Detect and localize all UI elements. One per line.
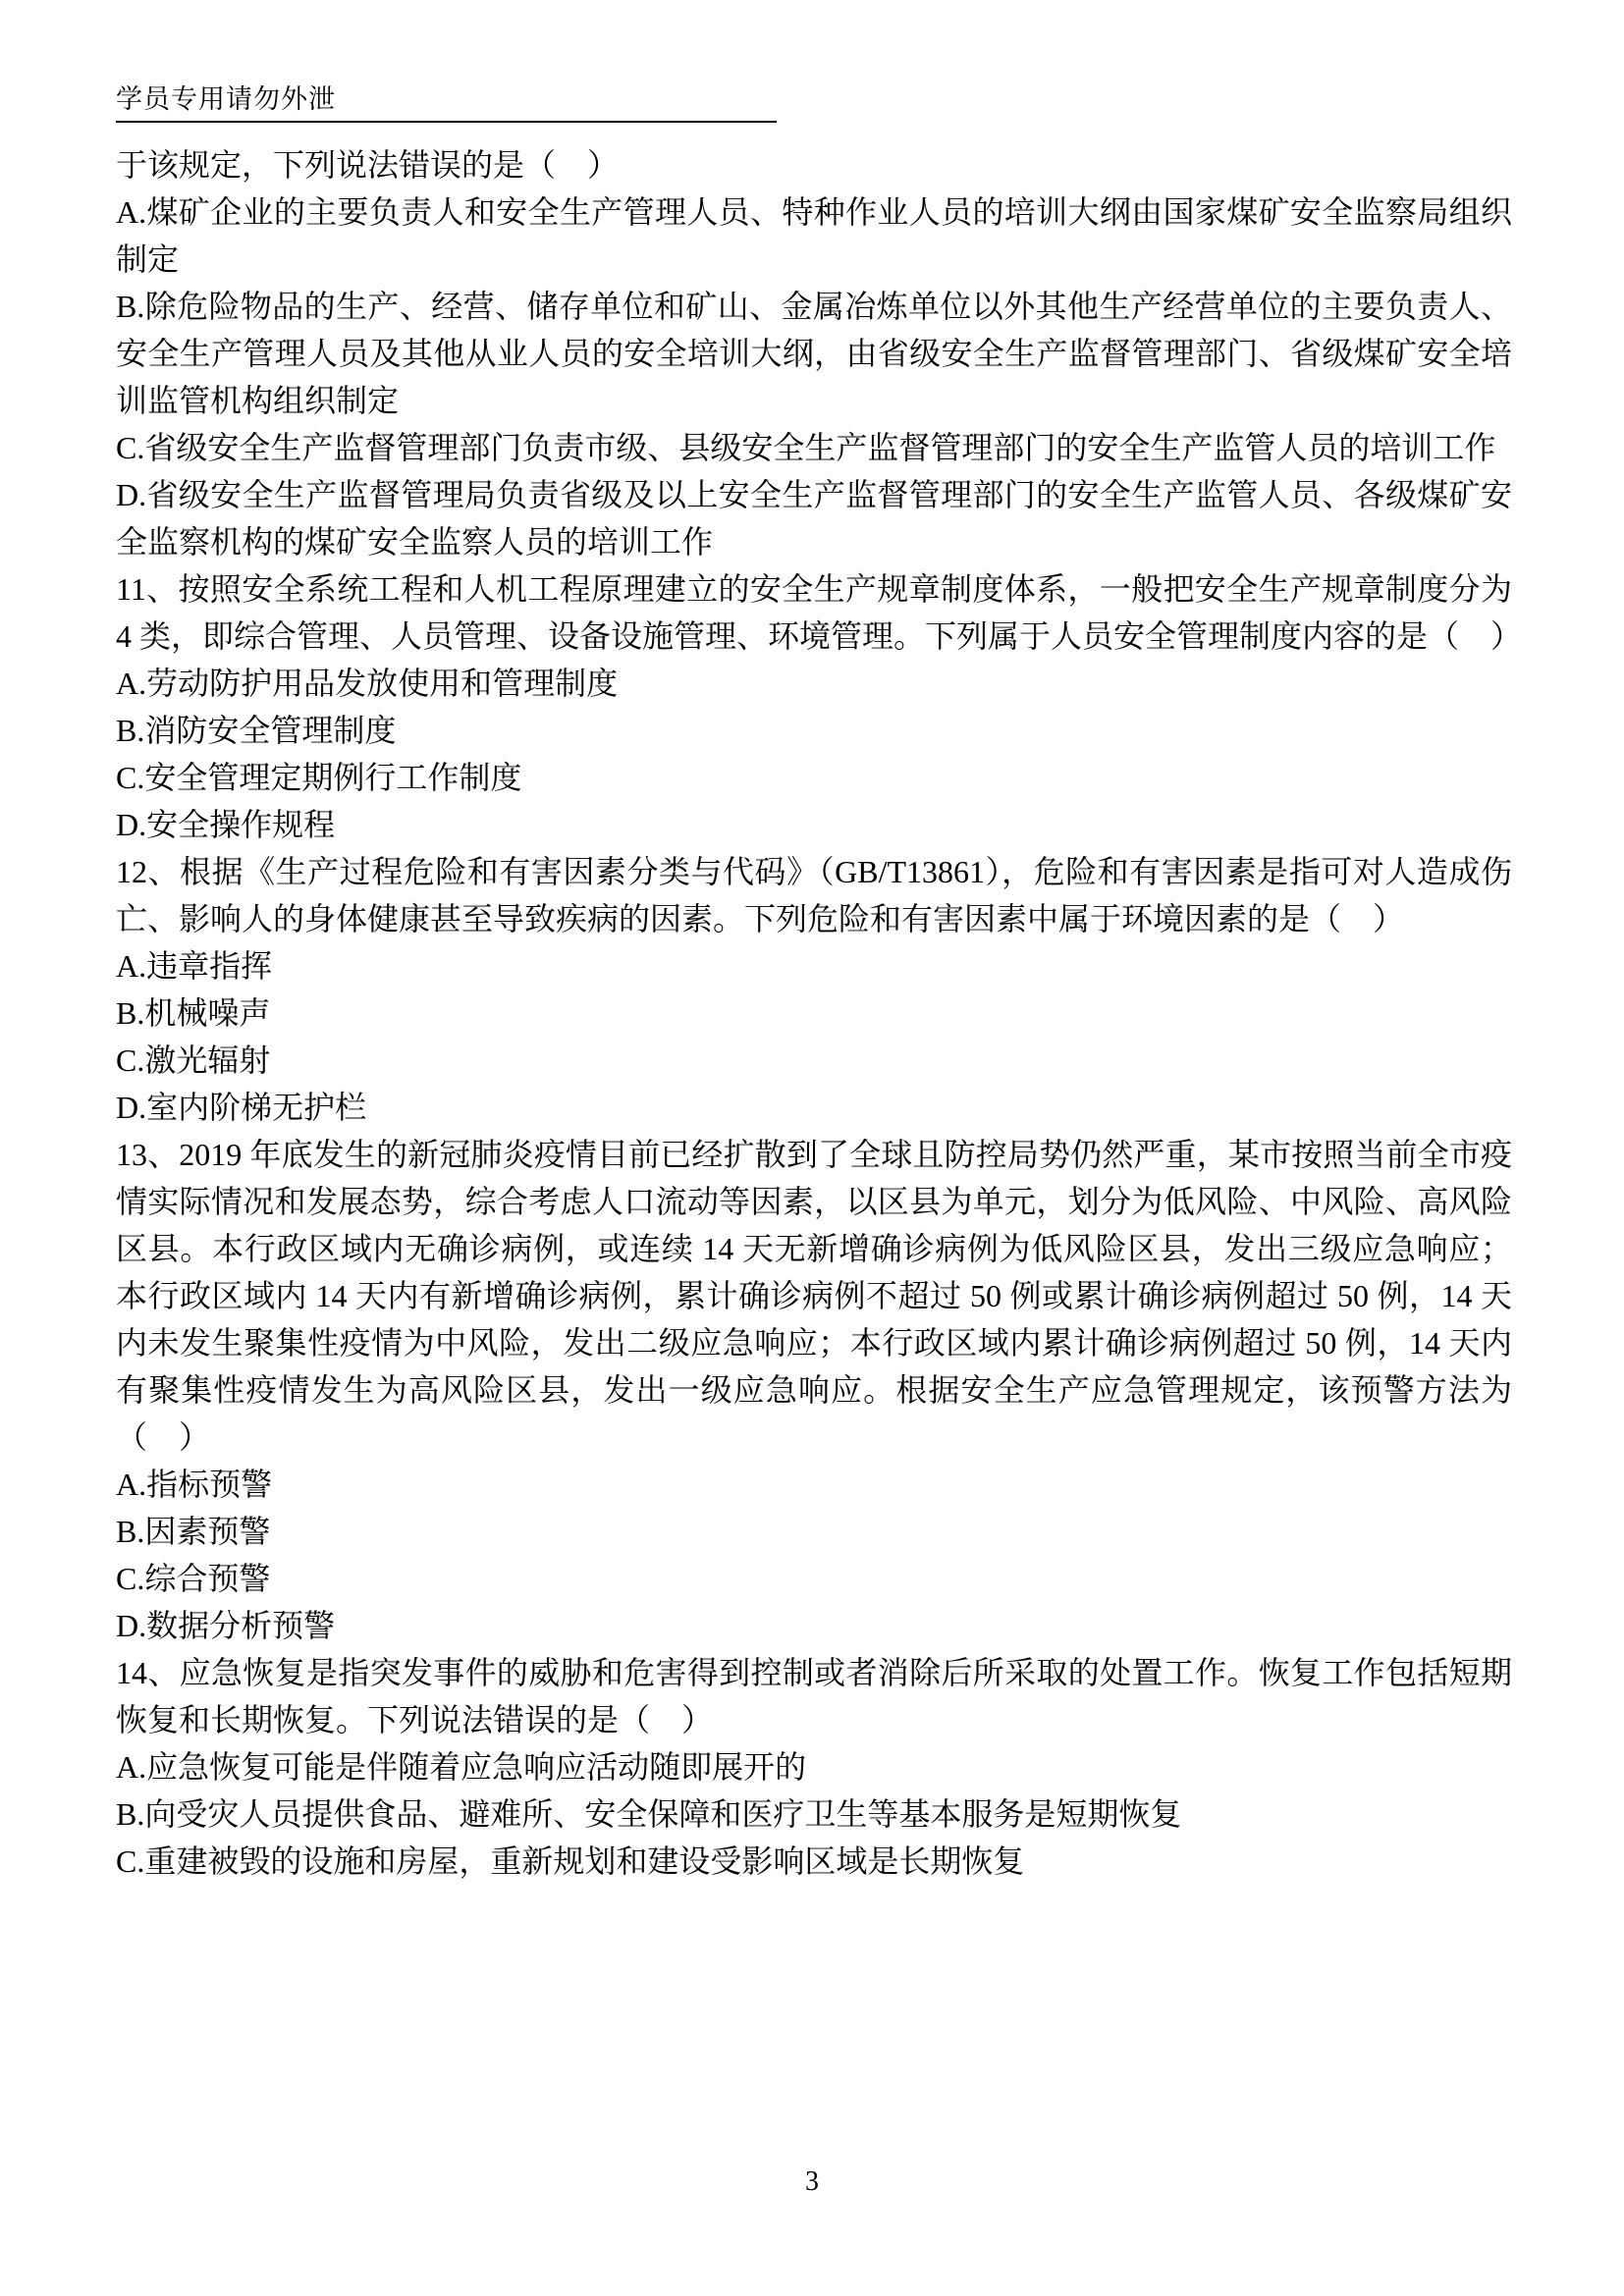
- continuation-option-a: A.煤矿企业的主要负责人和安全生产管理人员、特种作业人员的培训大纲由国家煤矿安全监察局组织制定: [116, 194, 1512, 277]
- continuation-option-c: C.省级安全生产监督管理部门负责市级、县级安全生产监督管理部门的安全生产监管人员的培训工作: [116, 430, 1496, 465]
- question-14-stem: 14、应急恢复是指突发事件的威胁和危害得到控制或者消除后所采取的处置工作。恢复工作包括短期恢复和长期恢复。下列说法错误的是（ ）: [116, 1655, 1512, 1737]
- question-14-option-a: A.应急恢复可能是伴随着应急响应活动随即展开的: [116, 1749, 807, 1785]
- question-11-option-c: C.安全管理定期例行工作制度: [116, 760, 522, 795]
- question-11-option-a: A.劳动防护用品发放使用和管理制度: [116, 666, 619, 701]
- question-11-option-b: B.消防安全管理制度: [116, 713, 397, 748]
- continuation-option-b: B.除危险物品的生产、经营、储存单位和矿山、金属冶炼单位以外其他生产经营单位的主要负责人、安全生产管理人员及其他从业人员的安全培训大纲，由省级安全生产监督管理部门、省级煤矿安全培训监管机构组织制定: [116, 289, 1512, 418]
- header-rule: [116, 121, 777, 123]
- question-11-option-d: D.安全操作规程: [116, 807, 336, 842]
- question-stem-continuation: 于该规定，下列说法错误的是（ ）: [116, 147, 620, 183]
- question-13-option-b: B.因素预警: [116, 1514, 271, 1549]
- question-13-option-c: C.综合预警: [116, 1561, 271, 1596]
- question-14-option-c: C.重建被毁的设施和房屋，重新规划和建设受影响区域是长期恢复: [116, 1843, 1025, 1879]
- question-13-stem: 13、2019 年底发生的新冠肺炎疫情目前已经扩散到了全球且防控局势仍然严重，某市按照当前全市疫情实际情况和发展态势，综合考虑人口流动等因素，以区县为单元，划分为低风险、中风险、高风险区县。本行政区域内无确诊病例，或连续 14 天无新增确诊病例为低风险区县，发出三级应急响应；本行政区域内 14 天内有新增确诊病例，累计确诊病例不超过 50 例或累计确诊病例超过 50 例，14 天内未发生聚集性疫情为中风险，发出二级应急响应；本行政区域内累计确诊病例超过 50 例，14 天内有聚集性疫情发生为高风险区县，发出一级应急响应。根据安全生产应急管理规定，该预警方法为（ ）: [116, 1137, 1512, 1455]
- question-12-option-a: A.违章指挥: [116, 948, 273, 984]
- question-13-option-a: A.指标预警: [116, 1467, 273, 1502]
- page-number: 3: [805, 2166, 819, 2197]
- question-12-option-d: D.室内阶梯无护栏: [116, 1090, 367, 1125]
- question-12-option-c: C.激光辐射: [116, 1042, 271, 1078]
- continuation-option-d: D.省级安全生产监督管理局负责省级及以上安全生产监督管理部门的安全生产监管人员、各级煤矿安全监察机构的煤矿安全监察人员的培训工作: [116, 477, 1512, 560]
- question-12-stem: 12、根据《生产过程危险和有害因素分类与代码》（GB/T13861），危险和有害因素是指可对人造成伤亡、影响人的身体健康甚至导致疾病的因素。下列危险和有害因素中属于环境因素的是（ ）: [116, 854, 1512, 936]
- question-11-stem: 11、按照安全系统工程和人机工程原理建立的安全生产规章制度体系，一般把安全生产规章制度分为 4 类，即综合管理、人员管理、设备设施管理、环境管理。下列属于人员安全管理制度内容的是（ ）: [116, 571, 1523, 654]
- question-14-option-b: B.向受灾人员提供食品、避难所、安全保障和医疗卫生等基本服务是短期恢复: [116, 1796, 1182, 1832]
- exam-body: [116, 141, 1523, 1885]
- question-12-option-b: B.机械噪声: [116, 995, 271, 1031]
- confidential-notice: 学员专用请勿外泄: [116, 84, 336, 114]
- question-13-option-d: D.数据分析预警: [116, 1608, 336, 1643]
